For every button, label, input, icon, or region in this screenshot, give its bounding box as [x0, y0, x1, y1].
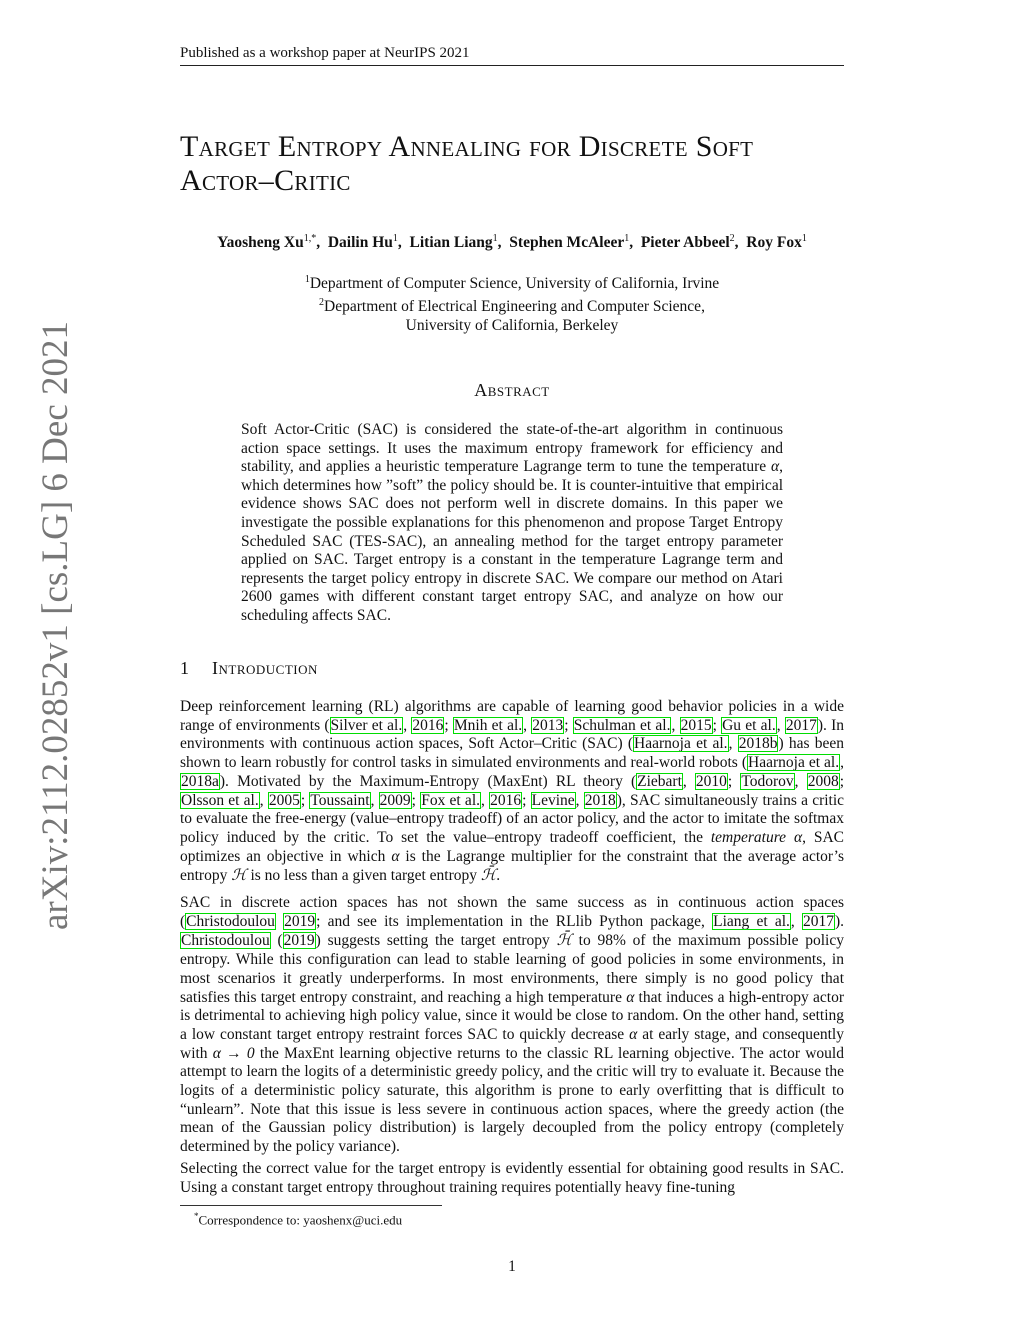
footnote-mark: * [194, 1211, 199, 1221]
citation-link[interactable]: 2019 [284, 912, 316, 930]
citation-link[interactable]: 2010 [695, 772, 727, 790]
affiliation-line: Department of Computer Science, University of California, Irvine [309, 275, 720, 293]
author-affil-mark: 2 [729, 233, 735, 244]
author-affil-mark: 1 [492, 233, 498, 244]
citation-link[interactable]: Olsson et al. [181, 791, 259, 809]
body-text: , [776, 716, 785, 734]
body-text: at early stage, and consequently with [180, 1025, 844, 1062]
body-text: , SAC optimizes an objective in which [180, 828, 844, 865]
citation-link[interactable]: Haarnoja et al. [634, 735, 728, 753]
abstract-heading: Abstract [474, 380, 550, 400]
author-name: Litian Liang [409, 234, 493, 252]
body-text: SAC in discrete action spaces has not shown the same success as in continuous action spaces ( [180, 894, 844, 930]
author-name: Pieter Abbeel [640, 234, 730, 252]
footnote [194, 1208, 844, 1228]
intro-paragraph-2: SAC in discrete action spaces has not shown the same success as in continuous action spaces (Christodoulou 2019; and see its implementation in the RLlib Python package, Liang et al., 2017). Christodoulou (2019) suggests setting the target entropy ℋ̄ to 98% of the maximum possible policy entropy. While this configuration can lead to stable learning of good policies in some environments, in most scenarios it greatly underperforms. In most environments, there simply is no good policy that satisfies this target entropy constraint, and reaching a high temperature α that induces a high-entropy actor is detrimental to achieving high policy value, since it would be close to random. On the other hand, setting a low constant target entropy restraint forces SAC to quickly decrease α at early stage, and consequently with α → 0 the MaxEnt learning objective returns to the classic RL learning objective. The actor would attempt to learn the logits of a deterministic greedy policy, and the critic will try to evaluate it. Because the logits of a deterministic policy saturate, this algorithm is prone to early overfitting that is difficult to “unlearn”. Note that this issue is less severe in continuous action spaces, where the greedy action (the mean of the Gaussian policy distribution) is largely decoupled from the policy entropy (completely determined by the policy variance). [180, 894, 845, 1156]
alpha-symbol: α [793, 828, 803, 846]
citation-link[interactable]: Toussaint [310, 791, 370, 809]
citation-link[interactable]: 2018a [181, 772, 219, 790]
author-name: Roy Fox [746, 234, 802, 252]
body-text: , [671, 716, 680, 734]
author-affil-mark: 1 [392, 233, 398, 244]
body-text: ; [411, 791, 421, 809]
citation-link[interactable]: 2008 [807, 772, 839, 790]
target-entropy-symbol: ℋ̄ [480, 866, 497, 885]
author-affil-mark: 1,* [303, 233, 317, 244]
body-text: ). In environments with continuous action spaces, Soft Actor–Critic (SAC) ( [180, 716, 844, 753]
affiliations [180, 270, 844, 335]
body-text: , [523, 716, 532, 734]
citation-link[interactable]: 2017 [785, 716, 817, 734]
abstract-text: , which determines how ”soft” the policy should be. It is counter-intuitive that empirical evidence shows SAC does not perform well in discrete domains. In this paper we investigate the possible explanations for this phenomenon and propose Target Entropy Scheduled SAC (TES-SAC), an annealing method for the target entropy parameter applied on SAC. Target entropy is a constant in the temperature Lagrange term and represents the target policy entropy in discrete SAC. We compare our method on Atari 2600 games with different constant target entropy SAC, and analyze on how our scheduling affects SAC. [241, 458, 783, 624]
citation-link[interactable]: Levine [531, 791, 575, 809]
citation-link[interactable]: Fox et al. [421, 791, 480, 809]
abstract-text: Soft Actor-Critic (SAC) is considered the state-of-the-art algorithm in continuous action space settings. It uses the maximum entropy framework for efficiency and stability, and applies a heuristic temperature Lagrange term to tune the temperature [241, 421, 783, 476]
alpha-symbol: α [626, 988, 635, 1006]
affil-mark: 2 [319, 297, 325, 309]
body-text: ; [712, 716, 722, 734]
citation-link[interactable]: 2005 [268, 791, 300, 809]
citation-link[interactable]: 2013 [532, 716, 564, 734]
section-heading [180, 658, 844, 679]
citation-link[interactable]: 2016 [412, 716, 444, 734]
citation-link[interactable]: 2018b [738, 735, 778, 753]
citation-link[interactable]: Schulman et al. [573, 716, 671, 734]
affil-mark: 1 [304, 274, 310, 285]
author-name: Stephen McAleer [509, 234, 625, 252]
citation-link[interactable]: Christodoulou [186, 912, 275, 930]
footnote-text: Correspondence to: yaoshenx@uci.edu [198, 1212, 403, 1228]
body-text: ; [444, 716, 453, 734]
intro-paragraph-1 [180, 698, 844, 886]
body-text: , [790, 912, 802, 930]
author-name: Yaosheng Xu [217, 234, 304, 252]
citation-link[interactable]: Haarnoja et al. [748, 754, 840, 772]
citation-link[interactable]: 2016 [490, 791, 522, 809]
citation-link[interactable]: 2018 [584, 791, 616, 809]
body-text: ). [834, 912, 845, 930]
affiliation-line: Department of Electrical Engineering and Computer Science, [324, 298, 705, 316]
citation-link[interactable]: Mnih et al. [453, 716, 523, 734]
arxiv-stamp: arXiv:2112.02852v1 [cs.LG] 6 Dec 2021 [35, 320, 76, 930]
abstract-body [241, 421, 783, 626]
body-text: , [481, 791, 490, 809]
section-number: 1 [180, 658, 190, 678]
body-text: the MaxEnt learning objective returns to the classic RL learning objective. The actor would attempt to learn the logits of a deterministic greedy policy, and the critic will try to evaluate it. Because the logits of a deterministic policy saturate, this algorithm is prone to early overfitting that is difficult to “unlearn”. Note that this issue is less severe in continuous action spaces, where the greedy action (the mean of the Gaussian policy distribution) is largely decoupled from the policy entropy (completely determined by the policy variance). [180, 1044, 844, 1156]
body-text: , [575, 791, 584, 809]
author-name: Dailin Hu [327, 234, 393, 252]
body-text: to 98% of the maximum possible policy entropy. While this configuration can lead to stable learning of good policies in some environments, in most scenarios it greatly underperforms. In most environments, there simply is no good policy that satisfies this target entropy constraint, and reaching a high temperature [180, 932, 844, 1006]
body-text: ; [564, 716, 573, 734]
body-text: , [794, 772, 807, 790]
alpha-symbol: α [629, 1025, 638, 1043]
citation-link[interactable]: 2019 [283, 932, 315, 950]
body-text: , [259, 791, 268, 809]
paper-title [180, 130, 860, 198]
entropy-symbol: ℋ [231, 866, 247, 885]
title-line-1: Target Entropy Annealing for Discrete Soft [180, 130, 754, 163]
footnote-divider [180, 1205, 442, 1206]
affiliation-line: University of California, Berkeley [405, 317, 619, 335]
author-affil-mark: 1 [624, 233, 630, 244]
citation-link[interactable]: Silver et al. [330, 716, 403, 734]
body-text: . [496, 867, 501, 885]
body-text: suggests setting the target entropy [320, 932, 557, 950]
body-text: ; [522, 791, 531, 809]
body-text: ) has been shown to learn robustly for control tasks in simulated environments and real-world robots ( [180, 735, 844, 772]
alpha-symbol: α [391, 847, 400, 865]
citation-link[interactable]: Gu et al. [722, 716, 776, 734]
alpha-limit-expression: α → 0 [212, 1044, 255, 1062]
citation-link[interactable]: Liang et al. [713, 912, 790, 930]
title-line-2: Actor–Critic [180, 164, 351, 197]
page-number: 1 [508, 1258, 516, 1275]
section-title: Introduction [212, 658, 318, 678]
citation-link[interactable]: Ziebart [637, 772, 682, 790]
author-affil-mark: 1 [801, 233, 807, 244]
citation-link[interactable]: 2009 [379, 791, 411, 809]
body-text: ; and see its implementation in the RLlib Python package, [316, 912, 713, 930]
citation-link[interactable]: 2017 [802, 912, 834, 930]
target-entropy-symbol: ℋ̄ [556, 931, 572, 950]
body-text: that induces a high-entropy actor is detrimental to achieving high policy value, since it would be close to random. On the other hand, setting a low constant target entropy restraint forces SAC to quickly decrease [180, 988, 844, 1043]
intro-paragraph-3: Selecting the correct value for the target entropy is evidently essential for obtaining good results in SAC. Using a constant target entropy throughout training requires potentially heavy fine-tuning [180, 1160, 844, 1196]
body-text: Deep reinforcement learning (RL) algorithms are capable of learning good behavior policies in a wide range of environments ( [180, 698, 844, 734]
alpha-symbol: α [770, 458, 780, 476]
body-text: is the Lagrange multiplier for the constraint that the average actor’s entropy [180, 847, 845, 885]
body-text: , [728, 735, 738, 753]
citation-link[interactable]: Todorov [741, 772, 794, 790]
body-text: ; [839, 772, 844, 790]
citation-link[interactable]: Christodoulou [181, 932, 270, 950]
running-header: Published as a workshop paper at NeurIPS 2021 [180, 43, 844, 66]
emphasis-text: temperature [710, 828, 787, 846]
body-text: , [840, 754, 844, 772]
body-text: , [370, 791, 379, 809]
body-text: , [682, 772, 695, 790]
citation-link[interactable]: 2015 [680, 716, 712, 734]
body-text: ), SAC simultaneously trains a critic to evaluate the free-energy (value–entropy tradeoff) of an actor policy, and the actor to imitate the softmax policy induced by the critic. To set the value–entropy tradeoff coefficient, the [180, 791, 845, 846]
body-text: is no less than a given target entropy [246, 867, 481, 885]
body-text: ; [300, 791, 310, 809]
body-text: , [403, 716, 412, 734]
author-list: Yaosheng $Xu^{1,*}$, Dailin Hu$^1$, Litian Liang$^1$, Stephen McAleer$^1$, Pieter Abbeel$^2$, Roy Fox$^1$ [217, 233, 807, 252]
body-text: ). Motivated by the Maximum-Entropy (MaxEnt) RL theory ( [219, 772, 637, 790]
body-text: ; [727, 772, 741, 790]
